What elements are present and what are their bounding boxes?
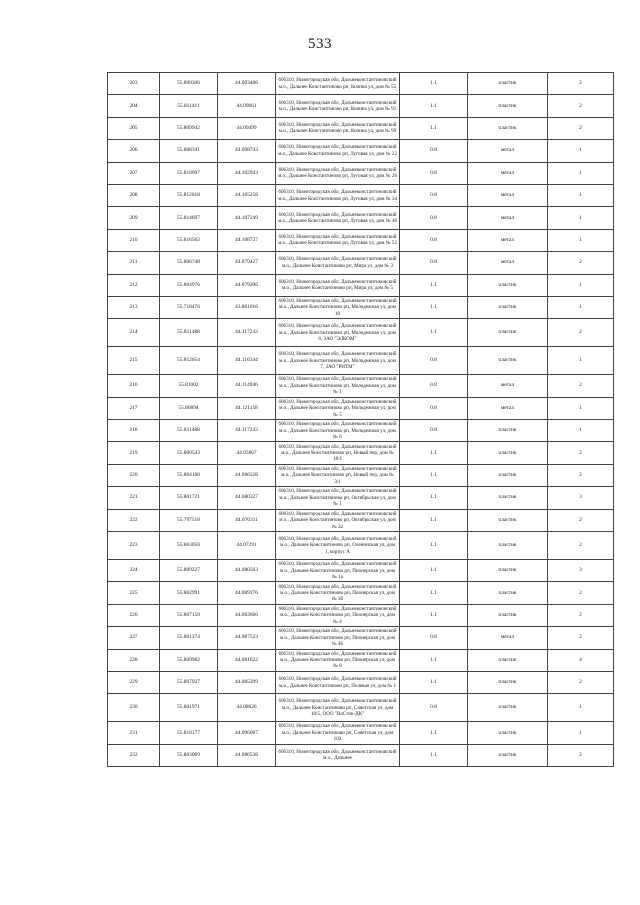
longitude-cell: 44.083666 (218, 604, 276, 626)
longitude-cell: 44.117243 (218, 420, 276, 442)
table-row (108, 397, 614, 419)
latitude-cell: 55.800543 (160, 442, 218, 464)
table-row (108, 694, 614, 722)
row-number-cell: 206 (108, 140, 160, 162)
row-number-cell: 226 (108, 604, 160, 626)
container-count-cell: 1 (548, 420, 614, 442)
material-cell: пластик (468, 604, 548, 626)
latitude-cell: 55.809227 (160, 560, 218, 582)
longitude-cell: 44.081622 (218, 649, 276, 671)
latitude-cell: 55.803009 (160, 744, 218, 766)
container-volume-cell: 0.8 (400, 207, 468, 229)
latitude-cell: 55.814697 (160, 207, 218, 229)
material-cell: пластик (468, 694, 548, 722)
material-cell: пластик (468, 73, 548, 95)
longitude-cell: 44.087523 (218, 627, 276, 649)
container-count-cell: 1 (548, 694, 614, 722)
row-number-cell: 230 (108, 694, 160, 722)
latitude-cell: 55.811488 (160, 319, 218, 347)
latitude-cell: 55.806748 (160, 252, 218, 274)
table-row (108, 464, 614, 486)
material-cell: пластик (468, 274, 548, 296)
longitude-cell: 44.080327 (218, 487, 276, 509)
row-number-cell: 205 (108, 117, 160, 139)
latitude-cell: 55.81002 (160, 375, 218, 397)
address-cell: 606310, Нижегородская обл, Дальнеконстантиновский м.о., Дальнее Константиново рп, Оленинская ул, дом 1, корпус А (276, 532, 400, 560)
longitude-cell: 44.09661 (218, 95, 276, 117)
material-cell: пластик (468, 296, 548, 318)
container-volume-cell: 1.1 (400, 744, 468, 766)
latitude-cell: 55.808341 (160, 140, 218, 162)
container-volume-cell: 1.1 (400, 509, 468, 531)
row-number-cell: 215 (108, 347, 160, 375)
address-cell: 606310, Нижегородская обл, Дальнеконстантиновский м.о., Дальнее Константиново рп, Молодежная ул, дом 6, ЗАО "ЭЛКОМ" (276, 319, 400, 347)
address-cell: 606310, Нижегородская обл, Дальнеконстантиновский м.о., Дальнее Константиново рп, Молодежная ул, дом 7, ЗАО "РИТМ" (276, 347, 400, 375)
container-count-cell: 2 (548, 442, 614, 464)
table-row (108, 532, 614, 560)
address-cell: 606310, Нижегородская обл, Дальнеконстантиновский м.о., Дальнее Константиново рп, Луговая ул, дом № 34 (276, 184, 400, 206)
table-row (108, 95, 614, 117)
latitude-cell: 55.810177 (160, 722, 218, 744)
container-volume-cell: 1.1 (400, 560, 468, 582)
longitude-cell: 44.079206 (218, 274, 276, 296)
row-number-cell: 218 (108, 420, 160, 442)
table-row (108, 722, 614, 744)
longitude-cell: 44.09499 (218, 117, 276, 139)
container-count-cell: 1 (548, 397, 614, 419)
container-volume-cell: 0.8 (400, 694, 468, 722)
latitude-cell: 55.801374 (160, 627, 218, 649)
address-cell: 606310, Нижегородская обл, Дальнеконстантиновский м.о., Дальнее Константиново рп, Молодежная ул, дом № 6 (276, 420, 400, 442)
row-number-cell: 208 (108, 184, 160, 206)
container-count-cell: 2 (548, 627, 614, 649)
table-row (108, 347, 614, 375)
material-cell: пластик (468, 509, 548, 531)
container-count-cell: 4 (548, 649, 614, 671)
longitude-cell: 44.08626 (218, 694, 276, 722)
latitude-cell: 55.812054 (160, 347, 218, 375)
row-number-cell: 207 (108, 162, 160, 184)
table-row (108, 184, 614, 206)
address-cell: 606310, Нижегородская обл, Дальнеконстантиновский м.о., Дальнее Константиново рп, Луговая ул, дом № 46 (276, 207, 400, 229)
container-count-cell: 2 (548, 73, 614, 95)
container-volume-cell: 1.1 (400, 464, 468, 486)
material-cell: пластик (468, 95, 548, 117)
latitude-cell: 55.801971 (160, 694, 218, 722)
container-count-cell: 1 (548, 229, 614, 251)
container-volume-cell: 0.8 (400, 375, 468, 397)
row-number-cell: 209 (108, 207, 160, 229)
table-row (108, 604, 614, 626)
address-cell: 606310, Нижегородская обл, Дальнеконстантиновский м.о., Дальнее Константиново рп, Мира ул, дом № 3 (276, 252, 400, 274)
longitude-cell: 44.116344 (218, 347, 276, 375)
row-number-cell: 212 (108, 274, 160, 296)
container-volume-cell: 1.1 (400, 319, 468, 347)
longitude-cell: 43.861016 (218, 296, 276, 318)
table-row (108, 420, 614, 442)
table-row (108, 229, 614, 251)
container-volume-cell: 1.1 (400, 117, 468, 139)
longitude-cell: 44.080563 (218, 560, 276, 582)
material-cell: пластик (468, 420, 548, 442)
material-cell: метал (468, 375, 548, 397)
address-cell: 606310, Нижегородская обл, Дальнеконстантиновский м.о., Дальнее Константиново рп, Луговая ул, дом № 52 (276, 229, 400, 251)
address-cell: 606310, Нижегородская обл, Дальнеконстантиновский м.о., Дальнее Константиново рп, Кочина ул, дом № 55 (276, 73, 400, 95)
address-cell: 606310, Нижегородская обл, Дальнеконстантиновский м.о., Дальнее Константиново рп, Новый пер, дом № 18/1 (276, 442, 400, 464)
container-volume-cell: 1.1 (400, 487, 468, 509)
container-count-cell: 1 (548, 162, 614, 184)
container-volume-cell: 0.8 (400, 140, 468, 162)
material-cell: пластик (468, 319, 548, 347)
row-number-cell: 228 (108, 649, 160, 671)
container-volume-cell: 1.1 (400, 722, 468, 744)
row-number-cell: 210 (108, 229, 160, 251)
material-cell: метал (468, 140, 548, 162)
address-cell: 606310, Нижегородская обл, Дальнеконстантиновский м.о., Дальнее Константиново рп, Пионерская ул, дом № 46 (276, 627, 400, 649)
container-volume-cell: 0.8 (400, 420, 468, 442)
latitude-cell: 55.802991 (160, 582, 218, 604)
container-volume-cell: 0.8 (400, 347, 468, 375)
address-cell: 606310, Нижегородская обл, Дальнеконстантиновский м.о., Дальнее Константиново рп, Молодежная ул, дом № 5 (276, 397, 400, 419)
material-cell: пластик (468, 560, 548, 582)
material-cell: метал (468, 252, 548, 274)
longitude-cell: 44.089376 (218, 582, 276, 604)
longitude-cell: 44.085399 (218, 671, 276, 693)
material-cell: метал (468, 229, 548, 251)
container-volume-cell: 1.1 (400, 274, 468, 296)
container-count-cell: 2 (548, 95, 614, 117)
row-number-cell: 219 (108, 442, 160, 464)
address-cell: 606310, Нижегородская обл, Дальнеконстантиновский м.о., Дальнее Константиново рп, Молодежная ул, дом № 1 (276, 375, 400, 397)
table-row (108, 73, 614, 95)
table-row (108, 140, 614, 162)
address-cell: 606310, Нижегородская обл, Дальнеконстантиновский м.о., Дальнее Константиново рп, Советская ул, дом 10/5, ООО "ВоСток-ДК" (276, 694, 400, 722)
longitude-cell: 44.093486 (218, 73, 276, 95)
material-cell: пластик (468, 532, 548, 560)
latitude-cell: 55.718476 (160, 296, 218, 318)
table-row (108, 560, 614, 582)
table-row (108, 162, 614, 184)
container-volume-cell: 1.1 (400, 649, 468, 671)
container-volume-cell: 0.8 (400, 184, 468, 206)
table-row (108, 509, 614, 531)
table-body (108, 73, 614, 767)
container-count-cell: 2 (548, 464, 614, 486)
material-cell: пластик (468, 347, 548, 375)
material-cell: метал (468, 397, 548, 419)
row-number-cell: 225 (108, 582, 160, 604)
container-count-cell: 1 (548, 207, 614, 229)
address-cell: 606310, Нижегородская обл, Дальнеконстантиновский м.о., Дальнее Константиново рп, Пионерская ул, дом № 4 (276, 604, 400, 626)
material-cell: пластик (468, 487, 548, 509)
latitude-cell: 55.809942 (160, 117, 218, 139)
latitude-cell: 55.811411 (160, 95, 218, 117)
address-cell: 606310, Нижегородская обл, Дальнеконстантиновский м.о., Дальнее Константиново рп, Пионерская ул, дом № 8 (276, 649, 400, 671)
page-number: 533 (308, 36, 332, 52)
address-cell: 606310, Нижегородская обл, Дальнеконстантиновский м.о., Дальнее Константиново рп, Кочина ул, дом № 99 (276, 117, 400, 139)
latitude-cell: 55.801721 (160, 487, 218, 509)
longitude-cell: 44.114946 (218, 375, 276, 397)
container-count-cell: 2 (548, 375, 614, 397)
container-count-cell: 2 (548, 532, 614, 560)
address-cell: 606310, Нижегородская обл, Дальнеконстантиновский м.о., Дальнее Константиново рп, Октябрьская ул, дом № 1 (276, 487, 400, 509)
latitude-cell: 55.804188 (160, 464, 218, 486)
address-cell: 606310, Нижегородская обл, Дальнеконстантиновский м.о., Дальнее Константиново рп, Луговая ул, дом № 22 (276, 140, 400, 162)
table-row (108, 207, 614, 229)
row-number-cell: 211 (108, 252, 160, 274)
address-cell: 606310, Нижегородская обл, Дальнеконстантиновский м.о., Дальнее Константиново рп, Мира ул, дом № 5 (276, 274, 400, 296)
row-number-cell: 204 (108, 95, 160, 117)
container-volume-cell: 1.1 (400, 604, 468, 626)
table-row (108, 117, 614, 139)
row-number-cell: 214 (108, 319, 160, 347)
row-number-cell: 221 (108, 487, 160, 509)
material-cell: пластик (468, 117, 548, 139)
longitude-cell: 44.05867 (218, 442, 276, 464)
container-volume-cell: 1.1 (400, 442, 468, 464)
longitude-cell: 44.079427 (218, 252, 276, 274)
container-volume-cell: 1.1 (400, 95, 468, 117)
table-row (108, 319, 614, 347)
container-count-cell: 2 (548, 509, 614, 531)
container-volume-cell: 1.1 (400, 73, 468, 95)
address-cell: 606310, Нижегородская обл, Дальнеконстантиновский м.о., Дальнее Константиново рп, Пионерская ул, дом № 3б (276, 582, 400, 604)
row-number-cell: 227 (108, 627, 160, 649)
longitude-cell: 44.108737 (218, 229, 276, 251)
material-cell: метал (468, 162, 548, 184)
container-volume-cell: 1.1 (400, 582, 468, 604)
container-count-cell: 2 (548, 744, 614, 766)
container-volume-cell: 1.1 (400, 296, 468, 318)
container-count-cell: 1 (548, 274, 614, 296)
container-count-cell: 1 (548, 184, 614, 206)
address-cell: 606310, Нижегородская обл, Дальнеконстантиновский м.о., Дальнее Константиново рп, Пионерская ул, дом № 1а (276, 560, 400, 582)
latitude-cell: 55.807159 (160, 604, 218, 626)
table-row (108, 649, 614, 671)
longitude-cell: 44.107249 (218, 207, 276, 229)
container-volume-cell: 1.1 (400, 532, 468, 560)
longitude-cell: 44.076311 (218, 509, 276, 531)
container-volume-cell: 0.8 (400, 397, 468, 419)
container-count-cell: 2 (548, 671, 614, 693)
latitude-cell: 55.816562 (160, 229, 218, 251)
container-count-cell: 3 (548, 560, 614, 582)
latitude-cell: 55.809982 (160, 649, 218, 671)
latitude-cell: 55.811488 (160, 420, 218, 442)
address-cell: 606310, Нижегородская обл, Дальнеконстантиновский м.о., Дальнее Константиново рп, Новый пер, дом № 3/1 (276, 464, 400, 486)
row-number-cell: 223 (108, 532, 160, 560)
row-number-cell: 229 (108, 671, 160, 693)
table-row (108, 744, 614, 766)
container-count-cell: 1 (548, 296, 614, 318)
longitude-cell: 44.102943 (218, 162, 276, 184)
latitude-cell: 55.80894 (160, 397, 218, 419)
container-count-cell: 1 (548, 140, 614, 162)
row-number-cell: 224 (108, 560, 160, 582)
container-count-cell: 2 (548, 582, 614, 604)
latitude-cell: 55.809306 (160, 73, 218, 95)
material-cell: пластик (468, 722, 548, 744)
row-number-cell: 217 (108, 397, 160, 419)
row-number-cell: 222 (108, 509, 160, 531)
latitude-cell: 55.810097 (160, 162, 218, 184)
material-cell: метал (468, 627, 548, 649)
material-cell: пластик (468, 464, 548, 486)
table-row (108, 252, 614, 274)
address-cell: 606310, Нижегородская обл, Дальнеконстантиновский м.о., Дальнее Константиново рп, Кочина ул, дом № 91 (276, 95, 400, 117)
material-cell: пластик (468, 649, 548, 671)
longitude-cell: 44.096087 (218, 722, 276, 744)
container-count-cell: 1 (548, 722, 614, 744)
latitude-cell: 55.804976 (160, 274, 218, 296)
container-sites-table (107, 72, 614, 767)
row-number-cell: 231 (108, 722, 160, 744)
longitude-cell: 44.121158 (218, 397, 276, 419)
longitude-cell: 44.086538 (218, 744, 276, 766)
longitude-cell: 44.105258 (218, 184, 276, 206)
table-row (108, 582, 614, 604)
table-row (108, 442, 614, 464)
container-volume-cell: 0.8 (400, 229, 468, 251)
row-number-cell: 232 (108, 744, 160, 766)
longitude-cell: 44.07291 (218, 532, 276, 560)
row-number-cell: 220 (108, 464, 160, 486)
longitude-cell: 44.117243 (218, 319, 276, 347)
material-cell: метал (468, 207, 548, 229)
table-row (108, 375, 614, 397)
table-row (108, 671, 614, 693)
latitude-cell: 55.803056 (160, 532, 218, 560)
row-number-cell: 203 (108, 73, 160, 95)
address-cell: 606310, Нижегородская обл, Дальнеконстантиновский м.о., Дальнее Константиново рп, Молодежная ул, дом 10 (276, 296, 400, 318)
row-number-cell: 213 (108, 296, 160, 318)
material-cell: пластик (468, 442, 548, 464)
address-cell: 606310, Нижегородская обл, Дальнеконстантиновский м.о., Дальнее Константиново рп, Полевая ул, дом № 1 (276, 671, 400, 693)
material-cell: пластик (468, 582, 548, 604)
container-count-cell: 2 (548, 117, 614, 139)
container-count-cell: 2 (548, 252, 614, 274)
latitude-cell: 55.812618 (160, 184, 218, 206)
latitude-cell: 55.797518 (160, 509, 218, 531)
longitude-cell: 44.066328 (218, 464, 276, 486)
table-row (108, 487, 614, 509)
container-volume-cell: 0.8 (400, 162, 468, 184)
container-volume-cell: 1.1 (400, 671, 468, 693)
container-count-cell: 1 (548, 347, 614, 375)
container-count-cell: 2 (548, 319, 614, 347)
table-row (108, 296, 614, 318)
address-cell: 606310, Нижегородская обл, Дальнеконстантиновский м.о., Дальнее Константиново рп, Луговая ул, дом № 26 (276, 162, 400, 184)
address-cell: 606310, Нижегородская обл, Дальнеконстантиновский м.о., Дальнее Константиново рп, Советская ул, дом 103 (276, 722, 400, 744)
latitude-cell: 55.807927 (160, 671, 218, 693)
container-count-cell: 3 (548, 487, 614, 509)
container-count-cell: 2 (548, 604, 614, 626)
material-cell: пластик (468, 671, 548, 693)
row-number-cell: 216 (108, 375, 160, 397)
longitude-cell: 44.098743 (218, 140, 276, 162)
container-volume-cell: 0.8 (400, 252, 468, 274)
table-row (108, 274, 614, 296)
material-cell: метал (468, 184, 548, 206)
table-row (108, 627, 614, 649)
material-cell: пластик (468, 744, 548, 766)
address-cell: 606310, Нижегородская обл, Дальнеконстантиновский м.о., Дальнее (276, 744, 400, 766)
container-volume-cell: 0.8 (400, 627, 468, 649)
address-cell: 606310, Нижегородская обл, Дальнеконстантиновский м.о., Дальнее Константиново рп, Октябрьская ул, дом № 32 (276, 509, 400, 531)
